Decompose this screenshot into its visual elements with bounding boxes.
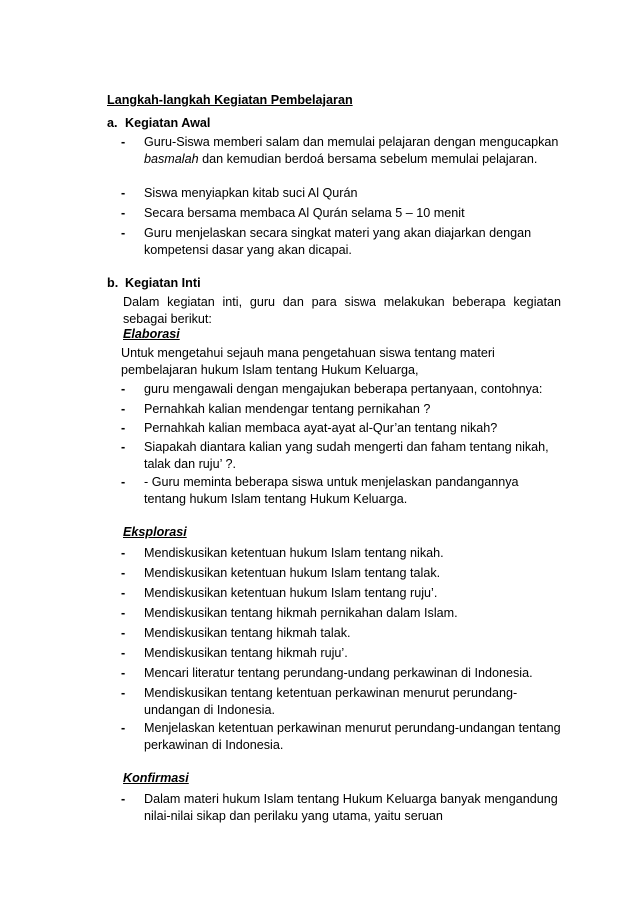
bullet-dash: - [121, 686, 126, 700]
bullet-dash: - [121, 792, 126, 806]
list-item [121, 420, 561, 437]
list-item-text: Mencari literatur tentang perundang-undang perkawinan di Indonesia. [144, 666, 533, 680]
section-b-letter: b. [107, 276, 119, 290]
elaborasi-heading: Elaborasi [123, 327, 180, 341]
list-item [121, 545, 561, 562]
list-item-text: Dalam materi hukum Islam tentang Hukum Keluarga banyak mengandung nilai-nilai sikap dan perilaku yang utama, yaitu seruan [144, 792, 558, 823]
bullet-dash: - [121, 586, 126, 600]
bullet-dash: - [121, 421, 126, 435]
list-item [121, 185, 561, 202]
list-item [121, 585, 561, 602]
list-item-text: Guru menjelaskan secara singkat materi yang akan diajarkan dengan kompetensi dasar yang akan dicapai. [144, 226, 532, 257]
section-b-title: Kegiatan Inti [125, 276, 201, 290]
list-item-text: Menjelaskan ketentuan perkawinan menurut perundang-undangan tentang perkawinan di Indonesia. [144, 721, 561, 752]
list-item [121, 134, 561, 167]
list-item [121, 474, 561, 507]
bullet-dash: - [121, 206, 126, 220]
section-a-letter: a. [107, 116, 118, 130]
section-a-title: Kegiatan Awal [125, 116, 211, 130]
list-item [121, 565, 561, 582]
list-item-text: Guru-Siswa memberi salam dan memulai pelajaran dengan mengucapkan basmalah dan kemudian berdoá bersama sebelum memulai pelajaran. [144, 135, 559, 166]
list-item-text: guru mengawali dengan mengajukan beberapa pertanyaan, contohnya: [144, 382, 543, 396]
page-title: Langkah-langkah Kegiatan Pembelajaran [107, 93, 353, 107]
list-item-text: Mendiskusikan ketentuan hukum Islam tentang ruju’. [144, 586, 438, 600]
list-item [121, 791, 561, 824]
italic-term: basmalah [144, 151, 199, 166]
bullet-dash: - [121, 566, 126, 580]
list-item-text: Mendiskusikan tentang hikmah pernikahan dalam Islam. [144, 606, 458, 620]
list-item [121, 205, 561, 222]
list-item-text: Siswa menyiapkan kitab suci Al Qurán [144, 186, 358, 200]
list-item-text: Secara bersama membaca Al Qurán selama 5 – 10 menit [144, 206, 465, 220]
list-item-text: Pernahkah kalian membaca ayat-ayat al-Qur’an tentang nikah? [144, 421, 498, 435]
list-item-text: Mendiskusikan tentang ketentuan perkawinan menurut perundang-undangan di Indonesia. [144, 686, 518, 717]
bullet-dash: - [121, 666, 126, 680]
bullet-dash: - [121, 402, 126, 416]
list-item-text: Mendiskusikan tentang hikmah ruju’. [144, 646, 348, 660]
section-b-intro: Dalam kegiatan inti, guru dan para siswa melakukan beberapa kegiatan sebagai berikut: [123, 295, 561, 326]
bullet-dash: - [121, 475, 126, 489]
list-item [121, 401, 561, 418]
list-item-text: Mendiskusikan ketentuan hukum Islam tentang nikah. [144, 546, 444, 560]
list-item [121, 665, 561, 682]
elaborasi-intro: Untuk mengetahui sejauh mana pengetahuan siswa tentang materi pembelajaran hukum Islam tentang Hukum Keluarga, [121, 346, 495, 377]
bullet-dash: - [121, 606, 126, 620]
bullet-dash: - [121, 626, 126, 640]
bullet-dash: - [121, 186, 126, 200]
bullet-dash: - [121, 135, 126, 149]
list-item [121, 645, 561, 662]
bullet-dash: - [121, 646, 126, 660]
bullet-dash: - [121, 440, 126, 454]
list-item [121, 381, 561, 398]
bullet-dash: - [121, 721, 126, 735]
section-a-heading [107, 115, 210, 132]
list-item-text: Mendiskusikan ketentuan hukum Islam tentang talak. [144, 566, 441, 580]
bullet-dash: - [121, 382, 126, 396]
bullet-dash: - [121, 226, 126, 240]
list-item-text: - Guru meminta beberapa siswa untuk menjelaskan pandangannya tentang hukum Islam tentang Hukum Keluarga. [144, 475, 519, 506]
konfirmasi-heading: Konfirmasi [123, 771, 189, 785]
list-item-text: Pernahkah kalian mendengar tentang pernikahan ? [144, 402, 431, 416]
bullet-dash: - [121, 546, 126, 560]
list-item [121, 439, 561, 472]
list-item-text: Mendiskusikan tentang hikmah talak. [144, 626, 351, 640]
list-item [121, 225, 561, 258]
list-item [121, 685, 561, 718]
eksplorasi-heading: Eksplorasi [123, 525, 187, 539]
section-b-heading [107, 275, 201, 292]
list-item [121, 625, 561, 642]
list-item-text: Siapakah diantara kalian yang sudah mengerti dan faham tentang nikah, talak dan ruju’ ?. [144, 440, 549, 471]
list-item [121, 720, 561, 753]
list-item [121, 605, 561, 622]
